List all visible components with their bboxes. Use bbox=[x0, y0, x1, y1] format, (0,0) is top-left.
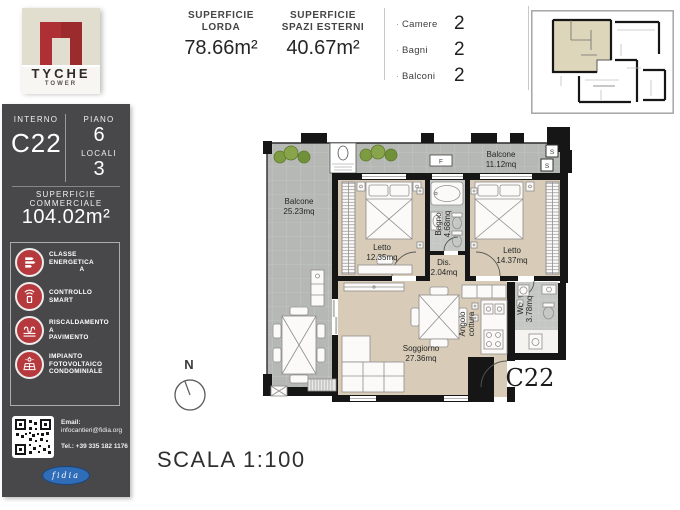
unit-label: C22 bbox=[505, 364, 555, 392]
shutter-marker: S bbox=[544, 163, 550, 170]
stair-lobby bbox=[330, 143, 356, 173]
piano-label: PIANO bbox=[83, 115, 115, 124]
smart-control-icon bbox=[15, 282, 44, 311]
room-label: Letto bbox=[503, 246, 521, 255]
room-label: Bagno bbox=[434, 212, 443, 236]
qr-code bbox=[12, 416, 54, 458]
room-area: 14.37mq bbox=[496, 256, 528, 265]
marker-f: F bbox=[439, 158, 443, 166]
piano-value: 6 bbox=[93, 124, 105, 146]
balcony-shelf bbox=[311, 270, 324, 306]
tower-arch-icon bbox=[22, 8, 100, 65]
floor-plan bbox=[258, 124, 603, 421]
tv-sideboard bbox=[344, 283, 404, 291]
room-label: Wc bbox=[516, 303, 525, 315]
features-box bbox=[10, 242, 120, 406]
room-area: 4.68mq bbox=[443, 210, 452, 238]
interno-label: INTERNO bbox=[13, 115, 59, 124]
stat-balconi: · Balconi 2 bbox=[396, 65, 465, 86]
room-label: Balcone bbox=[284, 197, 314, 206]
feature-smart-control: CONTROLLO SMART bbox=[15, 282, 115, 311]
floor-heating-icon bbox=[15, 316, 44, 345]
locali-value: 3 bbox=[93, 158, 105, 180]
superficie-label-2: COMMERCIALE bbox=[29, 199, 103, 208]
floor-grate bbox=[308, 379, 336, 391]
feature-floor-heating: RISCALDAMENTO A PAVIMENTO bbox=[15, 316, 115, 345]
room-area: 27.36mq bbox=[405, 354, 437, 363]
key-plan bbox=[531, 10, 674, 119]
stat-bagni: · Bagni 2 bbox=[396, 39, 465, 60]
bathtub bbox=[431, 182, 463, 205]
sidebar-vertical-divider bbox=[65, 114, 66, 182]
superficie-value: 104.02m² bbox=[21, 206, 111, 228]
room-label: Dis. bbox=[437, 258, 451, 267]
compass-icon bbox=[168, 371, 212, 420]
superficie-lorda-block: SUPERFICIE LORDA 78.66m² bbox=[168, 10, 274, 60]
brand-name: TYCHE bbox=[31, 66, 91, 81]
superficie-label-1: SUPERFICIE bbox=[35, 190, 96, 199]
bed bbox=[357, 182, 421, 239]
room-area: 2.04mq bbox=[430, 268, 458, 277]
room-label: Angolo bbox=[458, 311, 467, 337]
brand-subname: TOWER bbox=[44, 81, 78, 87]
superficie-lorda-value: 78.66m² bbox=[184, 37, 258, 59]
compass-north-label: N bbox=[184, 357, 194, 372]
room-label: Balcone bbox=[486, 150, 516, 159]
brand-logo bbox=[22, 8, 100, 92]
room-label: Letto bbox=[373, 243, 391, 252]
email-value: infocantieri@fidia.org bbox=[61, 427, 123, 434]
room-label: Soggiorno bbox=[402, 344, 440, 353]
superficie-esterni-value: 40.67m² bbox=[286, 37, 360, 59]
wardrobe bbox=[546, 182, 559, 274]
unit-stats bbox=[396, 11, 522, 89]
solar-panel-icon bbox=[15, 350, 44, 379]
fidia-logo: fidia bbox=[42, 466, 90, 485]
room-area: 3.78mq bbox=[525, 295, 534, 323]
planter-box bbox=[271, 386, 287, 396]
energy-class-icon bbox=[15, 248, 44, 277]
feature-photovoltaic: IMPIANTO FOTOVOLTAICO CONDOMINIALE bbox=[15, 350, 115, 379]
header-divider-1 bbox=[384, 8, 385, 80]
room-area: 25.23mq bbox=[283, 207, 315, 216]
header-divider-2 bbox=[528, 6, 529, 90]
sidebar-horizontal-divider bbox=[12, 186, 120, 187]
info-sidebar bbox=[2, 104, 130, 497]
room-area: cottura bbox=[467, 311, 476, 337]
wardrobe bbox=[342, 182, 355, 274]
locali-label: LOCALI bbox=[81, 149, 117, 158]
interno-value: C22 bbox=[11, 128, 62, 158]
room-area: 12.35mq bbox=[366, 253, 398, 262]
room-area: 11.12mq bbox=[485, 160, 517, 169]
superficie-esterni-block: SUPERFICIE SPAZI ESTERNI 40.67m² bbox=[272, 10, 374, 60]
contact-block bbox=[12, 416, 128, 458]
scale-text: SCALA 1:100 bbox=[157, 447, 306, 472]
email-label: Email: bbox=[61, 419, 81, 426]
feature-energy-class: CLASSE ENERGETICA A bbox=[15, 248, 115, 277]
shutter-marker: S bbox=[549, 149, 555, 156]
stat-camere: · Camere 2 bbox=[396, 13, 465, 34]
phone-value: Tel.: +39 335 182 1176 bbox=[61, 443, 128, 450]
